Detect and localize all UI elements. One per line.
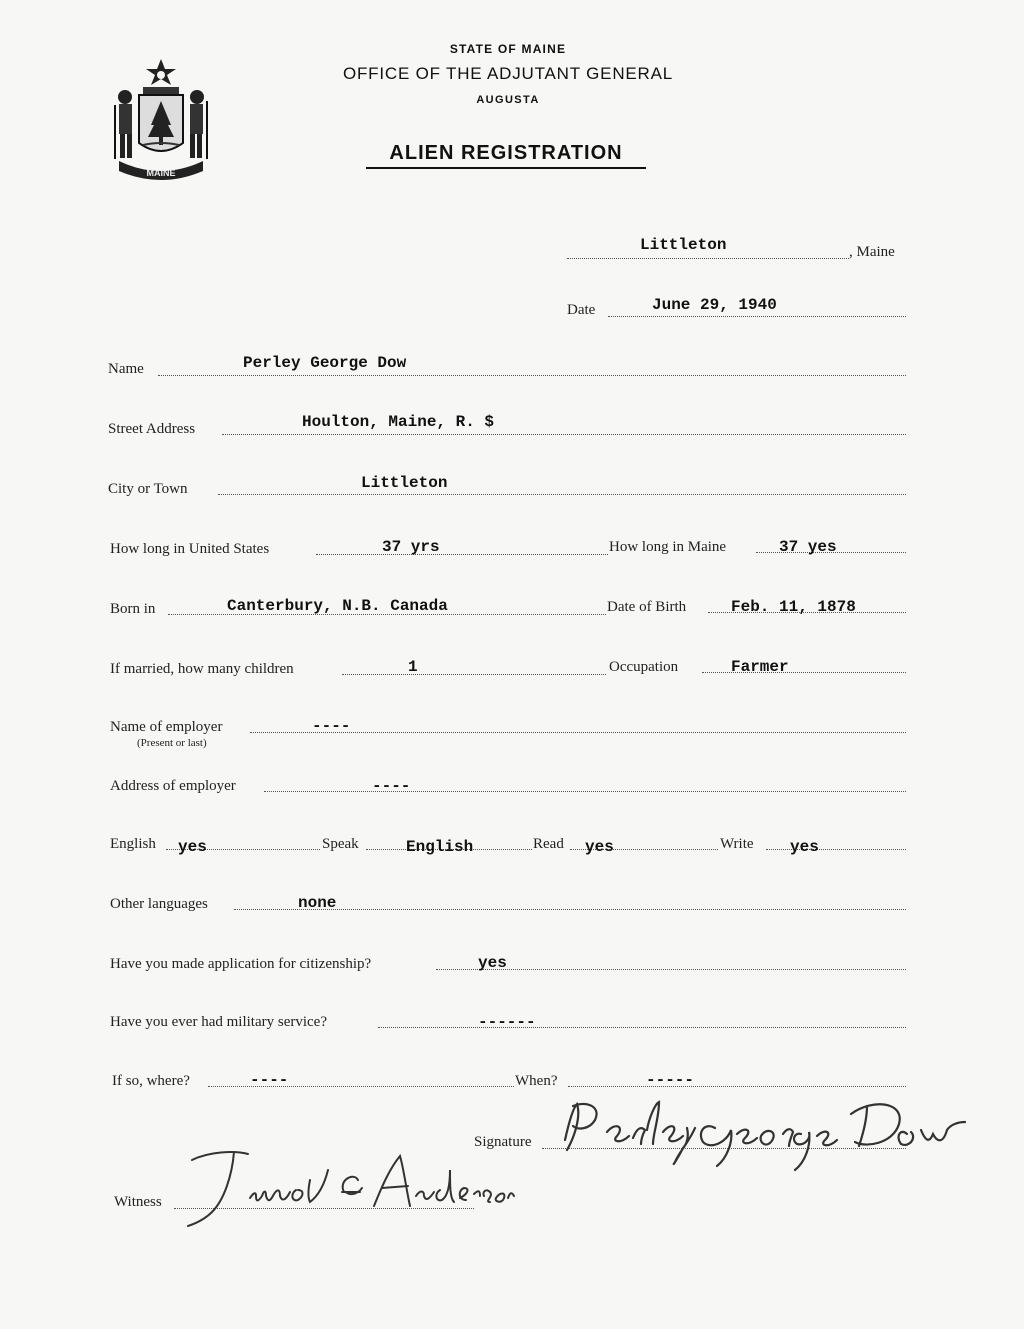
place-suffix: , Maine xyxy=(849,244,895,260)
write-line xyxy=(766,849,906,850)
children-label: If married, how many children xyxy=(110,661,294,677)
street-value: Houlton, Maine, R. $ xyxy=(302,413,495,431)
employer-address-line xyxy=(264,791,906,792)
children-value: 1 xyxy=(408,658,418,676)
form-title: ALIEN REGISTRATION xyxy=(389,142,623,164)
witness-handwriting xyxy=(178,1140,518,1232)
date-label: Date xyxy=(567,302,596,318)
maine-time-value: 37 yes xyxy=(779,538,837,556)
svg-text:MAINE: MAINE xyxy=(146,168,176,178)
employer-address-label: Address of employer xyxy=(110,778,236,794)
dob-label: Date of Birth xyxy=(607,599,687,615)
office-heading: OFFICE OF THE ADJUTANT GENERAL xyxy=(342,64,674,83)
write-label: Write xyxy=(720,836,754,852)
date-value: June 29, 1940 xyxy=(652,296,777,314)
speak-value: English xyxy=(406,838,474,856)
us-time-value: 37 yrs xyxy=(382,538,440,556)
street-line xyxy=(222,434,906,435)
us-time-line xyxy=(316,554,608,555)
military-line xyxy=(378,1027,906,1028)
employer-value: ---- xyxy=(312,717,351,735)
other-languages-label: Other languages xyxy=(110,896,208,912)
citizenship-value: yes xyxy=(478,954,507,972)
title-underline xyxy=(366,167,646,169)
city-value: Littleton xyxy=(361,474,448,492)
us-time-label: How long in United States xyxy=(110,541,270,557)
english-value: yes xyxy=(178,838,207,856)
street-label: Street Address xyxy=(108,421,196,437)
where-value: ---- xyxy=(250,1071,289,1089)
occupation-label: Occupation xyxy=(609,659,679,675)
name-value: Perley George Dow xyxy=(243,354,407,372)
read-value: yes xyxy=(585,838,614,856)
born-value: Canterbury, N.B. Canada xyxy=(227,597,448,615)
speak-label: Speak xyxy=(322,836,359,852)
dob-value: Feb. 11, 1878 xyxy=(731,598,856,616)
when-line xyxy=(568,1086,906,1087)
name-line xyxy=(158,375,906,376)
employer-address-value: ---- xyxy=(372,777,411,795)
military-value: ------ xyxy=(478,1013,536,1031)
signature-label-text: Signature xyxy=(474,1134,532,1150)
other-languages-value: none xyxy=(298,894,337,912)
place-line xyxy=(567,258,849,259)
city-heading: AUGUSTA xyxy=(476,94,540,106)
city-line xyxy=(218,494,906,495)
place-value: Littleton xyxy=(640,236,727,254)
maine-time-label: How long in Maine xyxy=(609,539,727,555)
signature-handwriting xyxy=(555,1092,975,1174)
employer-sublabel: (Present or last) xyxy=(137,737,207,749)
city-label: City or Town xyxy=(108,481,188,497)
military-label: Have you ever had military service? xyxy=(110,1014,327,1030)
born-label: Born in xyxy=(110,601,156,617)
occupation-value: Farmer xyxy=(731,658,789,676)
name-label: Name xyxy=(108,361,144,377)
employer-label: Name of employer xyxy=(110,719,223,735)
when-label: When? xyxy=(515,1073,558,1089)
citizenship-label: Have you made application for citizenship? xyxy=(110,956,372,972)
where-label: If so, where? xyxy=(112,1073,190,1089)
when-value: ----- xyxy=(646,1071,695,1089)
state-heading: STATE OF MAINE xyxy=(449,42,567,56)
date-line xyxy=(608,316,906,317)
children-line xyxy=(342,674,606,675)
read-label: Read xyxy=(533,836,564,852)
english-label: English xyxy=(110,836,156,852)
write-value: yes xyxy=(790,838,819,856)
witness-label: Witness xyxy=(114,1194,162,1210)
